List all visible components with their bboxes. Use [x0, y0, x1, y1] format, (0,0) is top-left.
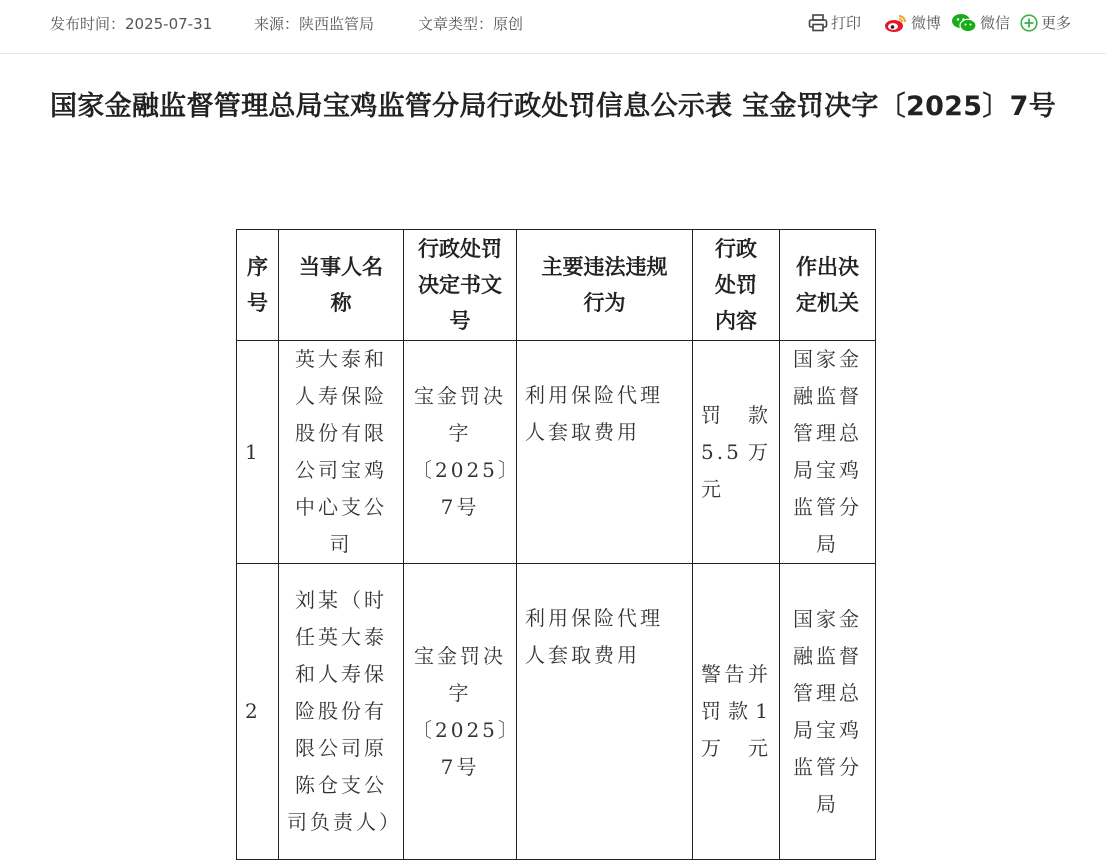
wechat-icon [951, 13, 977, 33]
cell-org: 国家金融监督管理总局宝鸡监管分局 [780, 564, 876, 860]
plus-circle-icon [1020, 14, 1038, 32]
header-no: 序号 [237, 230, 279, 341]
print-button[interactable] [808, 12, 861, 33]
more-share-button[interactable] [1020, 12, 1071, 33]
cell-party: 英大泰和人寿保险股份有限公司宝鸡中心支公司 [279, 341, 404, 564]
penalty-info-table [236, 229, 876, 860]
source: 来源：陕西监管局 [254, 15, 375, 33]
table-row [237, 341, 876, 564]
cell-doc-number: 宝金罚决字〔2025〕7号 [404, 341, 517, 564]
cell-no: 2 [237, 564, 279, 860]
header-org: 作出决定机关 [780, 230, 876, 341]
header-doc-number: 行政处罚决定书文号 [404, 230, 517, 341]
weibo-share-button[interactable] [884, 12, 941, 33]
weibo-label: 微博 [911, 14, 942, 32]
cell-no: 1 [237, 341, 279, 564]
publish-time: 发布时间：2025-07-31 [50, 15, 213, 33]
article-meta-bar [0, 0, 1106, 54]
cell-org: 国家金融监督管理总局宝鸡监管分局 [780, 341, 876, 564]
page-title: 国家金融监督管理总局宝鸡监管分局行政处罚信息公示表 宝金罚决字〔2025〕7号 [49, 91, 1057, 122]
printer-icon [808, 14, 828, 32]
table-row [237, 564, 876, 860]
wechat-label: 微信 [980, 14, 1011, 32]
weibo-icon [884, 13, 908, 33]
cell-doc-number: 宝金罚决字〔2025〕7号 [404, 564, 517, 860]
cell-penalty: 罚款5.5万元 [693, 341, 780, 564]
cell-violation: 利用保险代理人套取费用 [517, 341, 693, 564]
cell-penalty: 警告并罚款1万元 [693, 564, 780, 860]
wechat-share-button[interactable] [951, 12, 1010, 33]
cell-violation: 利用保险代理人套取费用 [517, 564, 693, 860]
more-label: 更多 [1041, 14, 1072, 32]
header-penalty: 行政处罚内容 [693, 230, 780, 341]
print-label: 打印 [831, 14, 862, 32]
cell-party: 刘某（时任英大泰和人寿保险股份有限公司原陈仓支公司负责人） [279, 564, 404, 860]
table-header-row [237, 230, 876, 341]
article-type: 文章类型：原创 [418, 15, 524, 33]
header-violation: 主要违法违规行为 [517, 230, 693, 341]
header-party: 当事人名称 [279, 230, 404, 341]
